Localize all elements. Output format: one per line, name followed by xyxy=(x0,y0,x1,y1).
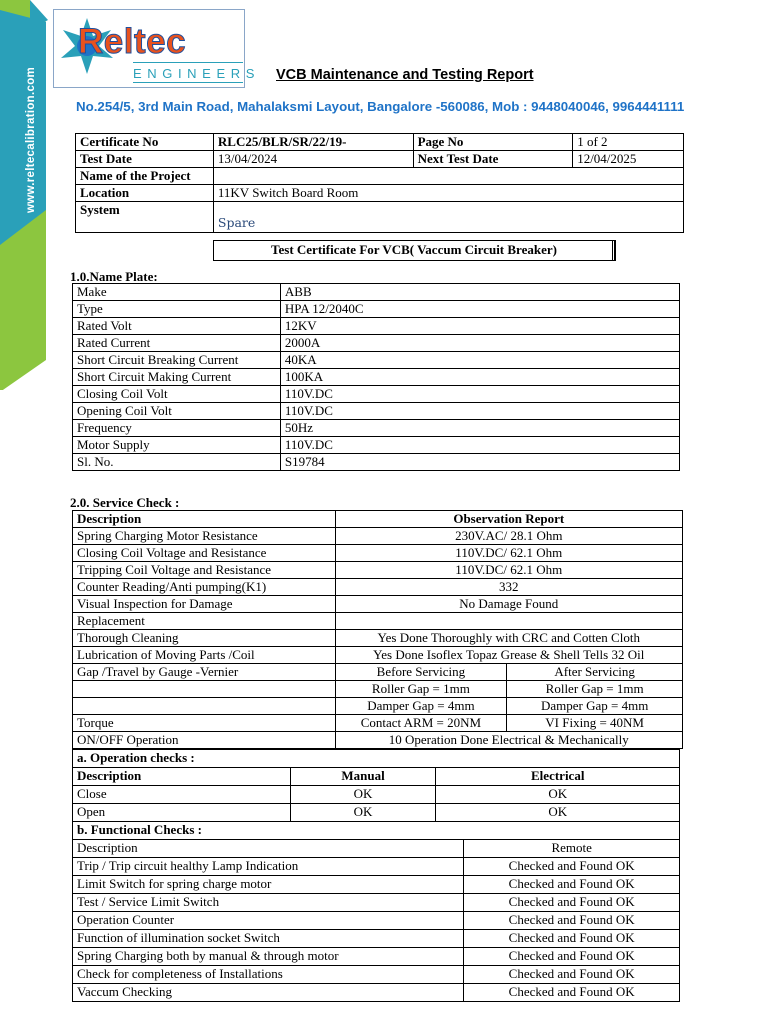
damper-gap-after: Damper Gap = 4mm xyxy=(507,698,683,715)
functional-remote: Checked and Found OK xyxy=(464,858,680,876)
damper-gap-before: Damper Gap = 4mm xyxy=(335,698,507,715)
service-observation: Yes Done Isoflex Topaz Grease & Shell Tells 32 Oil xyxy=(335,647,682,664)
functional-description: Check for completeness of Installations xyxy=(73,966,464,984)
service-row xyxy=(73,579,683,596)
nameplate-value: 12KV xyxy=(280,318,679,335)
functional-remote: Checked and Found OK xyxy=(464,876,680,894)
functional-remote: Checked and Found OK xyxy=(464,912,680,930)
nameplate-row xyxy=(73,454,680,471)
test-date: 13/04/2024 xyxy=(213,151,413,168)
service-description: Visual Inspection for Damage xyxy=(73,596,336,613)
functional-row xyxy=(73,858,680,876)
before-servicing: Before Servicing xyxy=(335,664,507,681)
nameplate-value: 40KA xyxy=(280,352,679,369)
service-observation: 110V.DC/ 62.1 Ohm xyxy=(335,545,682,562)
nameplate-value: 2000A xyxy=(280,335,679,352)
roller-gap-before: Roller Gap = 1mm xyxy=(335,681,507,698)
next-test-date-label: Next Test Date xyxy=(413,151,573,168)
service-col-observation: Observation Report xyxy=(335,511,682,528)
onoff-label: ON/OFF Operation xyxy=(73,732,336,749)
service-observation: 110V.DC/ 62.1 Ohm xyxy=(335,562,682,579)
service-description: Lubrication of Moving Parts /Coil xyxy=(73,647,336,664)
certificate-no-label: Certificate No xyxy=(76,134,214,151)
functional-col-description: Description xyxy=(73,840,464,858)
nameplate-label: Sl. No. xyxy=(73,454,281,471)
functional-col-remote: Remote xyxy=(464,840,680,858)
company-address: No.254/5, 3rd Main Road, Mahalaksmi Layout, Bangalore -560086, Mob : 9448040046, 9964441111 xyxy=(76,99,685,114)
functional-description: Test / Service Limit Switch xyxy=(73,894,464,912)
operation-row xyxy=(73,804,680,822)
after-servicing: After Servicing xyxy=(507,664,683,681)
nameplate-value: 110V.DC xyxy=(280,403,679,420)
onoff-value: 10 Operation Done Electrical & Mechanically xyxy=(335,732,682,749)
nameplate-value: S19784 xyxy=(280,454,679,471)
torque-label: Torque xyxy=(73,715,336,732)
functional-remote: Checked and Found OK xyxy=(464,930,680,948)
functional-row xyxy=(73,984,680,1002)
page-no-label: Page No xyxy=(413,134,573,151)
nameplate-label: Closing Coil Volt xyxy=(73,386,281,403)
functional-description: Trip / Trip circuit healthy Lamp Indication xyxy=(73,858,464,876)
system-value: Spare xyxy=(213,202,683,233)
service-row xyxy=(73,545,683,562)
functional-description: Operation Counter xyxy=(73,912,464,930)
nameplate-label: Opening Coil Volt xyxy=(73,403,281,420)
functional-heading: b. Functional Checks : xyxy=(73,822,680,840)
service-row xyxy=(73,647,683,664)
functional-row xyxy=(73,966,680,984)
nameplate-row xyxy=(73,318,680,335)
nameplate-label: Motor Supply xyxy=(73,437,281,454)
nameplate-value: 50Hz xyxy=(280,420,679,437)
side-banner xyxy=(0,0,52,390)
certificate-no: RLC25/BLR/SR/22/19- xyxy=(213,134,413,151)
nameplate-row xyxy=(73,437,680,454)
functional-row xyxy=(73,894,680,912)
service-observation xyxy=(335,613,682,630)
functional-row xyxy=(73,930,680,948)
service-observation: 230V.AC/ 28.1 Ohm xyxy=(335,528,682,545)
operation-electrical: OK xyxy=(436,786,680,804)
nameplate-value: HPA 12/2040C xyxy=(280,301,679,318)
certificate-banner: Test Certificate For VCB( Vaccum Circuit Breaker) xyxy=(213,240,615,261)
nameplate-label: Rated Current xyxy=(73,335,281,352)
torque-contact: Contact ARM = 20NM xyxy=(335,715,507,732)
logo-subtitle: ENGINEERS xyxy=(133,66,260,81)
operation-manual: OK xyxy=(290,804,436,822)
nameplate-label: Rated Volt xyxy=(73,318,281,335)
nameplate-label: Short Circuit Breaking Current xyxy=(73,352,281,369)
nameplate-row xyxy=(73,403,680,420)
functional-remote: Checked and Found OK xyxy=(464,966,680,984)
functional-row xyxy=(73,876,680,894)
functional-description: Limit Switch for spring charge motor xyxy=(73,876,464,894)
service-row xyxy=(73,596,683,613)
nameplate-row xyxy=(73,301,680,318)
operation-description: Close xyxy=(73,786,291,804)
service-row xyxy=(73,613,683,630)
service-description: Thorough Cleaning xyxy=(73,630,336,647)
nameplate-heading: 1.0.Name Plate: xyxy=(70,269,158,284)
service-heading: 2.0. Service Check : xyxy=(70,495,180,510)
operation-electrical: OK xyxy=(436,804,680,822)
service-description: Spring Charging Motor Resistance xyxy=(73,528,336,545)
functional-remote: Checked and Found OK xyxy=(464,894,680,912)
nameplate-row xyxy=(73,420,680,437)
nameplate-value: ABB xyxy=(280,284,679,301)
nameplate-value: 100KA xyxy=(280,369,679,386)
nameplate-value: 110V.DC xyxy=(280,437,679,454)
location-label: Location xyxy=(76,185,214,202)
service-row xyxy=(73,630,683,647)
operation-col-electrical: Electrical xyxy=(436,768,680,786)
service-col-description: Description xyxy=(73,511,336,528)
service-observation: Yes Done Thoroughly with CRC and Cotten Cloth xyxy=(335,630,682,647)
nameplate-value: 110V.DC xyxy=(280,386,679,403)
operation-row xyxy=(73,786,680,804)
service-row xyxy=(73,562,683,579)
logo-wordmark: Reltec xyxy=(78,22,187,61)
operation-heading: a. Operation checks : xyxy=(73,750,680,768)
operation-col-manual: Manual xyxy=(290,768,436,786)
nameplate-label: Short Circuit Making Current xyxy=(73,369,281,386)
torque-vi: VI Fixing = 40NM xyxy=(507,715,683,732)
header-table xyxy=(75,133,684,233)
next-test-date: 12/04/2025 xyxy=(573,151,684,168)
functional-row xyxy=(73,948,680,966)
service-observation: 332 xyxy=(335,579,682,596)
service-description: Closing Coil Voltage and Resistance xyxy=(73,545,336,562)
functional-description: Vaccum Checking xyxy=(73,984,464,1002)
page-no: 1 of 2 xyxy=(573,134,684,151)
nameplate-label: Make xyxy=(73,284,281,301)
checks-table xyxy=(72,749,680,1002)
nameplate-table xyxy=(72,283,680,471)
website-text: www.reltecalibration.com xyxy=(25,66,37,214)
functional-description: Spring Charging both by manual & through motor xyxy=(73,948,464,966)
nameplate-row xyxy=(73,284,680,301)
service-description: Counter Reading/Anti pumping(K1) xyxy=(73,579,336,596)
roller-gap-after: Roller Gap = 1mm xyxy=(507,681,683,698)
service-description: Tripping Coil Voltage and Resistance xyxy=(73,562,336,579)
functional-description: Function of illumination socket Switch xyxy=(73,930,464,948)
nameplate-row xyxy=(73,369,680,386)
project-label: Name of the Project xyxy=(76,168,214,185)
nameplate-row xyxy=(73,352,680,369)
nameplate-row xyxy=(73,386,680,403)
service-observation: No Damage Found xyxy=(335,596,682,613)
nameplate-label: Frequency xyxy=(73,420,281,437)
operation-manual: OK xyxy=(290,786,436,804)
location-value: 11KV Switch Board Room xyxy=(213,185,683,202)
service-table xyxy=(72,510,683,749)
nameplate-label: Type xyxy=(73,301,281,318)
service-description: Replacement xyxy=(73,613,336,630)
test-date-label: Test Date xyxy=(76,151,214,168)
functional-row xyxy=(73,912,680,930)
gap-label: Gap /Travel by Gauge -Vernier xyxy=(73,664,336,681)
nameplate-row xyxy=(73,335,680,352)
company-logo xyxy=(53,9,260,88)
project-value xyxy=(213,168,683,185)
service-row xyxy=(73,528,683,545)
system-label: System xyxy=(76,202,214,233)
report-title: VCB Maintenance and Testing Report xyxy=(276,67,534,83)
functional-remote: Checked and Found OK xyxy=(464,984,680,1002)
functional-remote: Checked and Found OK xyxy=(464,948,680,966)
operation-col-description: Description xyxy=(73,768,291,786)
operation-description: Open xyxy=(73,804,291,822)
